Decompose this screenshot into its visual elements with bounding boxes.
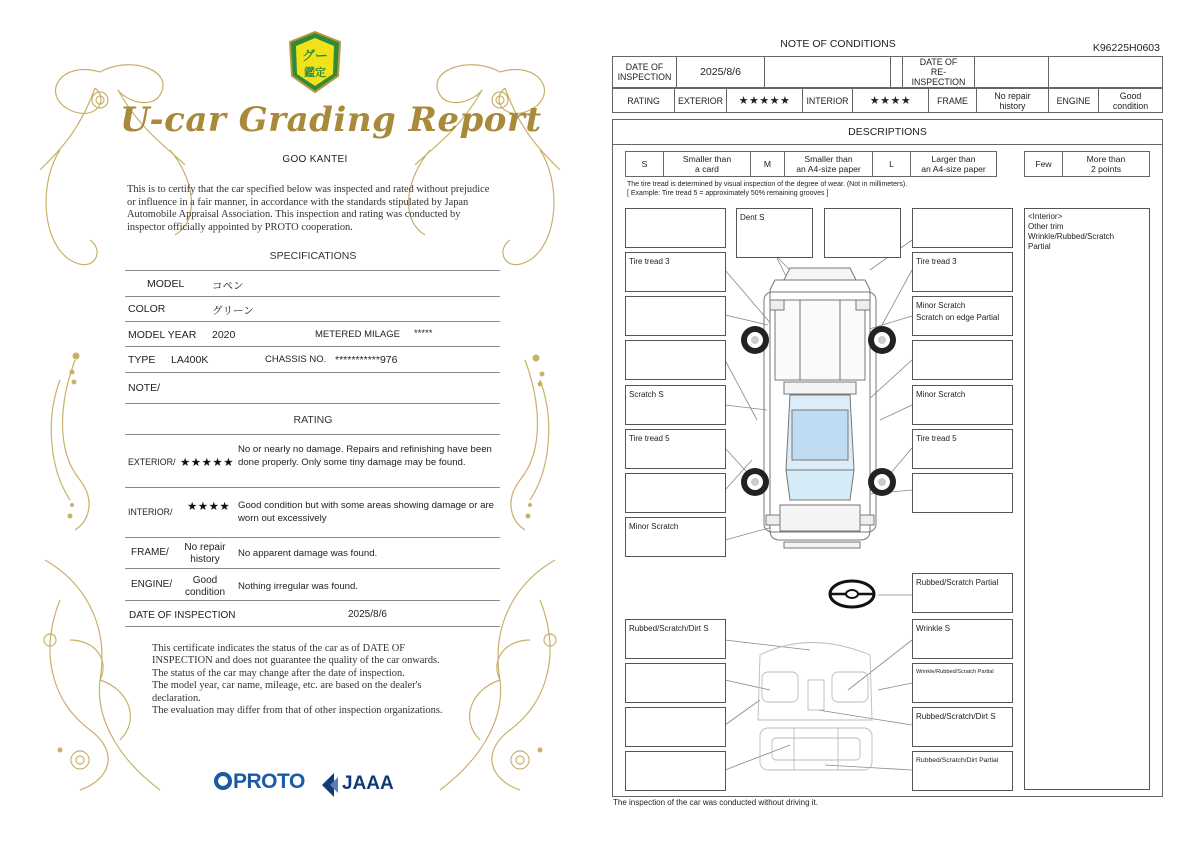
condition-text: Minor Scratch [916, 301, 966, 310]
divider [125, 372, 500, 373]
exterior-description: No or nearly no damage. Repairs and refinishing have been done properly. Only some tiny damage may be found. [238, 444, 492, 468]
divider [125, 626, 500, 627]
legend-l-key: L [873, 152, 911, 177]
condition-box [912, 473, 1013, 513]
legend-few-desc: More than 2 points [1063, 152, 1150, 177]
chassis-value: ***********976 [335, 354, 398, 366]
condition-box: Minor Scratch [625, 517, 726, 557]
divider [125, 487, 500, 488]
disclaimer-line: This certificate indicates the status of the car as of DATE OF [152, 643, 406, 654]
model-value: コペン [212, 280, 244, 292]
damage-size-legend [625, 151, 997, 177]
frame-value [175, 542, 235, 565]
engine-value [175, 575, 235, 598]
interior-stars: ★★★★ [853, 89, 929, 113]
frame-label: FRAME/ [131, 547, 169, 558]
color-label: COLOR [128, 303, 166, 315]
interior-note-line: Other trim [1028, 222, 1064, 231]
condition-box [912, 296, 1013, 336]
reinspection-label-cell: DATE OF RE-INSPECTION [903, 57, 975, 88]
divider [125, 346, 500, 347]
condition-box [625, 296, 726, 336]
engine-label: ENGINE/ [131, 579, 173, 590]
disclaimer-line: INSPECTION and does not guarantee the quality of the car onwards. [152, 655, 440, 667]
condition-box: Minor Scratch [912, 385, 1013, 425]
interior-note-line: Partial [1028, 242, 1051, 251]
divider [125, 403, 500, 404]
interior-note-line: Wrinkle/Rubbed/Scratch [1028, 232, 1115, 241]
condition-box [625, 707, 726, 747]
descriptions-heading: DESCRIPTIONS [612, 119, 1163, 145]
disclaimer-line: The evaluation may differ from that of other inspection organizations. [152, 705, 443, 717]
legend-m-key: M [751, 152, 785, 177]
condition-box: Tire tread 3 [625, 252, 726, 292]
legend-s-key: S [626, 152, 664, 177]
certificate-subtitle: GOO KANTEI [282, 154, 348, 165]
exterior-label: EXTERIOR/ [128, 457, 176, 467]
note-label: NOTE/ [128, 382, 161, 394]
exterior-stars: ★★★★★ [180, 457, 235, 469]
certificate-title: U-car Grading Report [120, 100, 542, 140]
exterior-label: EXTERIOR [675, 89, 727, 113]
damage-count-legend [1024, 151, 1150, 177]
legend-few-key: Few [1025, 152, 1063, 177]
condition-box: Rubbed/Scratch Partial [912, 573, 1013, 613]
chassis-label: CHASSIS NO. [265, 354, 327, 365]
svg-text:グー: グー [301, 49, 329, 64]
engine-value: Good condition [1099, 89, 1163, 113]
condition-box [912, 208, 1013, 248]
date-of-inspection-value: 2025/8/6 [677, 57, 765, 88]
condition-box: Dent S [736, 208, 813, 258]
legend-m-desc: Smaller than an A4-size paper [785, 152, 873, 177]
condition-text: Scratch on edge Partial [916, 313, 1000, 322]
engine-value-line2: condition [184, 586, 226, 598]
interior-stars: ★★★★ [187, 501, 231, 513]
frame-value-line1: No repair [184, 542, 226, 553]
proto-logo-text: PROTO [233, 770, 305, 793]
condition-box: Scratch S [625, 385, 726, 425]
condition-box [625, 751, 726, 791]
interior-description: Good condition but with some areas showing damage or are worn out excessively [238, 500, 494, 524]
type-label: TYPE [128, 354, 156, 366]
empty-cell [891, 57, 903, 88]
model-year-value: 2020 [212, 329, 236, 341]
condition-box: Rubbed/Scratch/Dirt Partial [912, 751, 1013, 791]
condition-box: Rubbed/Scratch/Dirt S [912, 707, 1013, 747]
date-of-inspection-label-cell: DATE OF INSPECTION [613, 57, 677, 88]
interior-label: INTERIOR/ [128, 507, 173, 517]
engine-value-line1: Good [192, 575, 218, 586]
divider [125, 568, 500, 569]
proto-logo-mark-icon [214, 772, 232, 790]
exterior-stars: ★★★★★ [727, 89, 803, 113]
frame-label: FRAME [929, 89, 977, 113]
legend-l-desc: Larger than an A4-size paper [911, 152, 997, 177]
specifications-heading: SPECIFICATIONS [269, 250, 357, 262]
tire-note-line: The tire tread is determined by visual inspection of the degree of wear. (Not in millimeters). [627, 181, 908, 188]
rating-heading: RATING [293, 414, 333, 426]
divider [125, 321, 500, 322]
divider [125, 296, 500, 297]
condition-box: Tire tread 5 [912, 429, 1013, 469]
interior-label: INTERIOR [803, 89, 853, 113]
condition-box: Rubbed/Scratch/Dirt S [625, 619, 726, 659]
report-code: K96225H0603 [1092, 42, 1160, 54]
rating-summary-row [612, 88, 1163, 113]
proto-logo [214, 770, 305, 794]
model-label: MODEL [147, 278, 185, 290]
drive-note: The inspection of the car was conducted without driving it. [613, 798, 818, 807]
condition-box [625, 663, 726, 703]
type-value: LA400K [171, 354, 209, 366]
divider [125, 434, 500, 435]
condition-box [625, 208, 726, 248]
frame-description: No apparent damage was found. [238, 548, 378, 559]
metered-milage-value: ***** [414, 328, 433, 339]
model-year-label: MODEL YEAR [128, 329, 197, 341]
condition-box [912, 340, 1013, 380]
frame-value: No repair history [977, 89, 1049, 113]
certificate-disclaimer [152, 643, 482, 717]
frame-value-line2: history [190, 553, 220, 565]
disclaimer-line: The status of the car may change after the date of inspection. [152, 667, 405, 679]
legend-s-desc: Smaller than a card [664, 152, 751, 177]
interior-note-line: <Interior> [1028, 212, 1063, 221]
condition-box: Wrinkle/Rubbed/Scratch Partial [912, 663, 1013, 703]
goo-kantei-badge-logo [286, 30, 344, 94]
badge-label: 鑑定 [304, 66, 326, 79]
condition-box [625, 340, 726, 380]
date-of-inspection-value: 2025/8/6 [348, 609, 387, 620]
date-of-inspection-label: DATE OF INSPECTION [129, 610, 236, 621]
condition-box [824, 208, 901, 258]
empty-cell [1049, 57, 1163, 88]
divider [125, 537, 500, 538]
certificate-intro-text: This is to certify that the car specified below was inspected and rated without prejudice or influence in a fair manner, in accordance with the standards stipulated by Japan Automobile Appraisal Association. This inspection and rating was conducted by inspector officially appointed by PROTO cooperation. [127, 184, 490, 233]
engine-description: Nothing irregular was found. [238, 581, 358, 592]
empty-cell [765, 57, 891, 88]
tire-note-line: [ Example: Tire tread 5 = approximately 50% remaining grooves ] [627, 190, 829, 197]
condition-box [625, 473, 726, 513]
tire-tread-note [627, 180, 907, 198]
divider [125, 270, 500, 271]
condition-box: Tire tread 5 [625, 429, 726, 469]
rating-label: RATING [613, 89, 675, 113]
note-of-conditions-title: NOTE OF CONDITIONS [780, 38, 896, 50]
condition-box: Wrinkle S [912, 619, 1013, 659]
engine-label: ENGINE [1049, 89, 1099, 113]
jaaa-logo-text: JAAA [342, 773, 394, 794]
divider [125, 600, 500, 601]
disclaimer-line: The model year, car name, mileage, etc. are based on the dealer's [152, 680, 422, 692]
disclaimer-line: declaration. [152, 692, 201, 704]
metered-milage-label: METERED MILAGE [315, 329, 400, 340]
reinspection-value [975, 57, 1049, 88]
condition-box: Tire tread 3 [912, 252, 1013, 292]
inspection-date-row [612, 56, 1163, 88]
color-value: グリーン [212, 305, 254, 317]
interior-notes-box [1024, 208, 1150, 790]
